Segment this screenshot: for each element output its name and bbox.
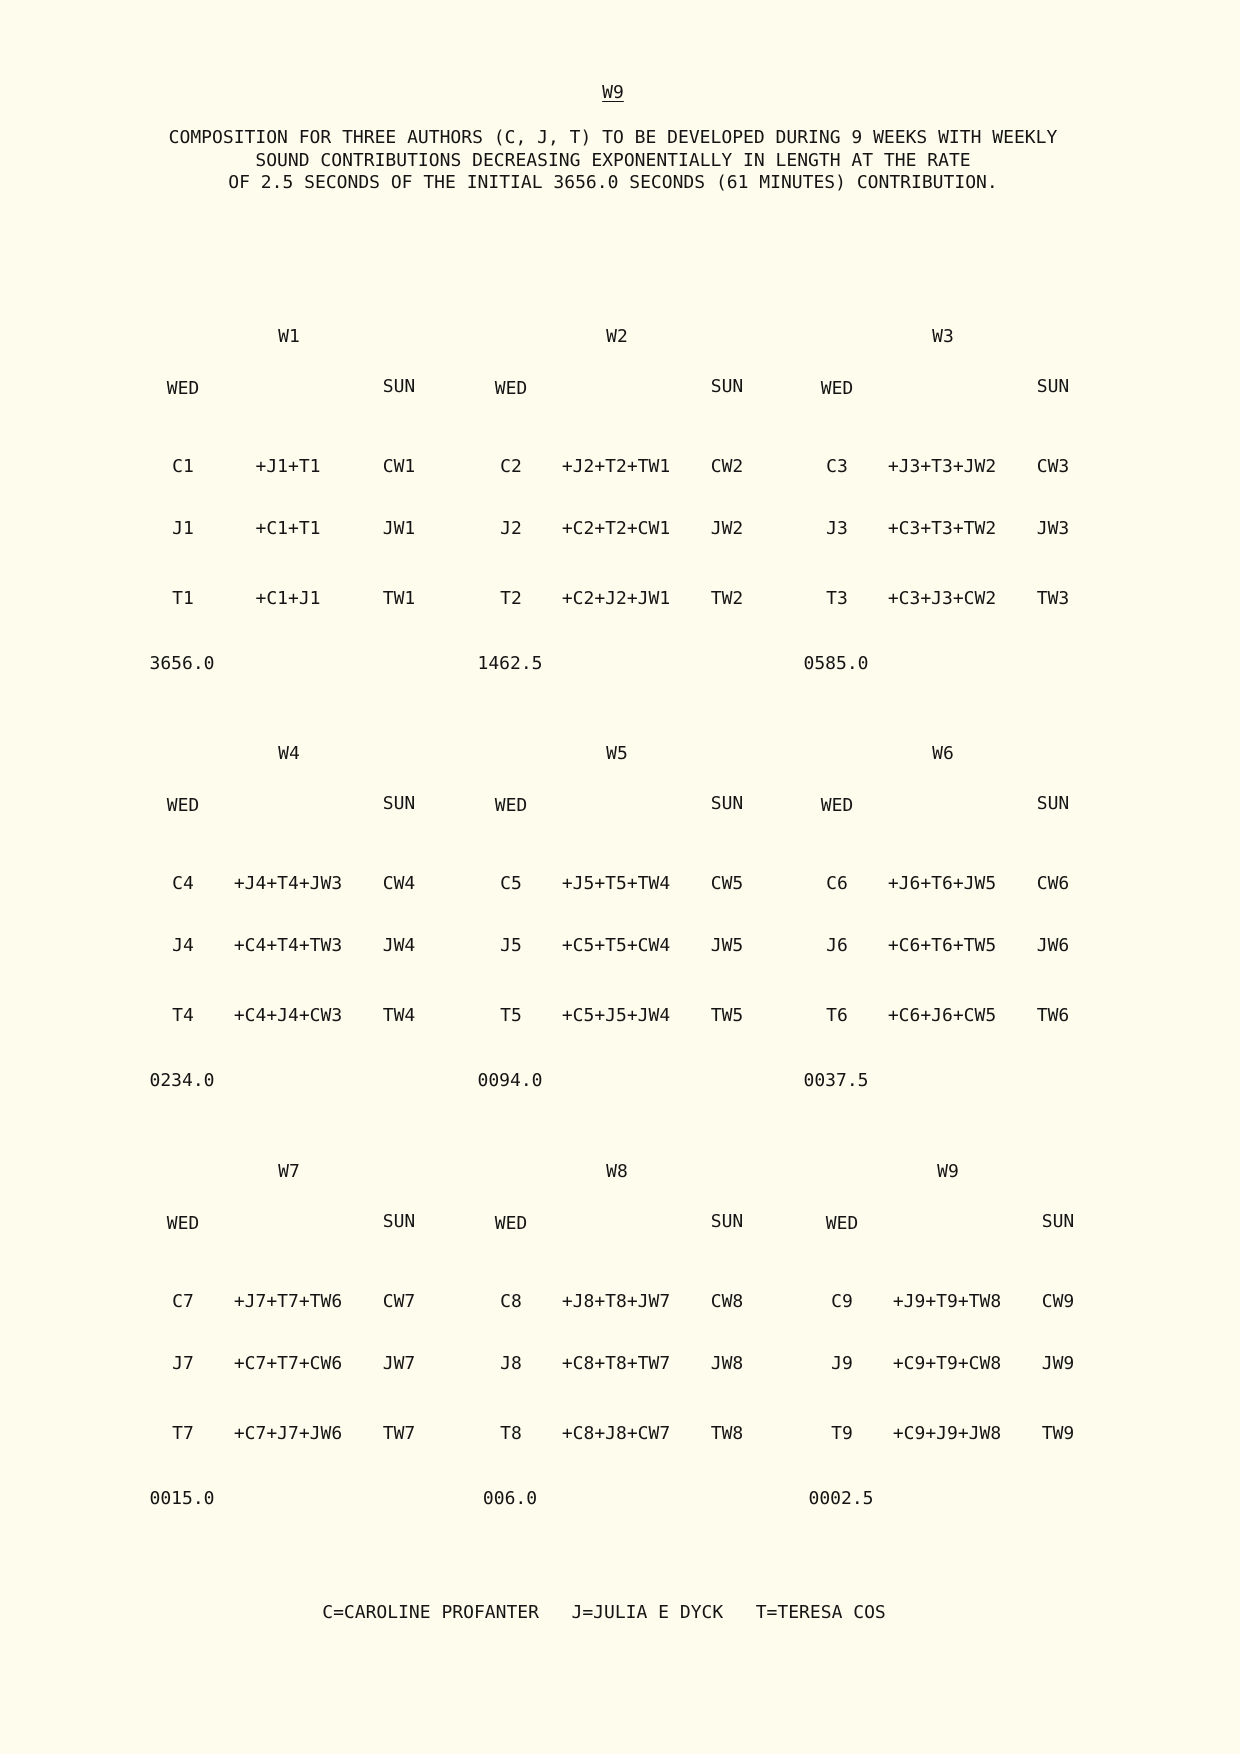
document-title: W9: [602, 82, 624, 103]
week-label: W2: [606, 326, 628, 347]
week-label: W8: [606, 1161, 628, 1182]
week-label: W7: [278, 1161, 300, 1182]
sun-label: SUN: [1036, 376, 1070, 397]
author-cell: T3: [826, 588, 848, 609]
sunday-cell: JW4: [382, 935, 416, 956]
week-block: [786, 743, 1086, 1123]
sunday-cell: JW3: [1036, 518, 1070, 539]
week-label: W1: [278, 326, 300, 347]
week-block: [460, 743, 760, 1123]
author-cell: J2: [500, 518, 522, 539]
week-label: W6: [932, 743, 954, 764]
author-cell: J8: [500, 1353, 522, 1374]
author-cell: T6: [826, 1005, 848, 1026]
wed-label: WED: [166, 795, 200, 816]
author-cell: T4: [172, 1005, 194, 1026]
sun-label: SUN: [382, 1211, 416, 1232]
wed-label: WED: [825, 1213, 859, 1234]
week-block: [786, 326, 1086, 706]
intro-line: OF 2.5 SECONDS OF THE INITIAL 3656.0 SECONDS (61 MINUTES) CONTRIBUTION.: [228, 172, 998, 193]
duration-value: 3656.0: [149, 653, 215, 674]
intro-line: COMPOSITION FOR THREE AUTHORS (C, J, T) TO BE DEVELOPED DURING 9 WEEKS WITH WEEKLY: [168, 127, 1058, 148]
duration-value: 0037.5: [803, 1070, 869, 1091]
wed-label: WED: [820, 795, 854, 816]
exchange-cell: +C7+J7+JW6: [233, 1423, 343, 1444]
author-cell: J9: [831, 1353, 853, 1374]
week-block: [132, 743, 432, 1123]
author-cell: J1: [172, 518, 194, 539]
sunday-cell: CW8: [710, 1291, 744, 1312]
sunday-cell: CW7: [382, 1291, 416, 1312]
exchange-cell: +C6+T6+TW5: [887, 935, 997, 956]
exchange-cell: +C3+T3+TW2: [887, 518, 997, 539]
exchange-cell: +C1+T1: [255, 518, 321, 539]
wed-label: WED: [494, 1213, 528, 1234]
exchange-cell: +C3+J3+CW2: [887, 588, 997, 609]
duration-value: 0002.5: [808, 1488, 874, 1509]
intro-line: SOUND CONTRIBUTIONS DECREASING EXPONENTIALLY IN LENGTH AT THE RATE: [255, 149, 971, 171]
duration-value: 0015.0: [149, 1488, 215, 1509]
exchange-cell: +C5+T5+CW4: [561, 935, 671, 956]
exchange-cell: +C7+T7+CW6: [233, 1353, 343, 1374]
sunday-cell: TW6: [1036, 1005, 1070, 1026]
exchange-cell: +J7+T7+TW6: [233, 1291, 343, 1312]
duration-value: 1462.5: [477, 653, 543, 674]
sunday-cell: TW9: [1041, 1423, 1075, 1444]
exchange-cell: +J1+T1: [255, 456, 321, 477]
sun-label: SUN: [382, 793, 416, 814]
author-cell: C6: [826, 873, 848, 894]
author-cell: T5: [500, 1005, 522, 1026]
author-cell: T8: [500, 1423, 522, 1444]
sun-label: SUN: [710, 793, 744, 814]
author-cell: J3: [826, 518, 848, 539]
sunday-cell: CW5: [710, 873, 744, 894]
sun-label: SUN: [710, 1211, 744, 1232]
author-cell: T2: [500, 588, 522, 609]
week-label: W9: [937, 1161, 959, 1182]
exchange-cell: +J2+T2+TW1: [561, 456, 671, 477]
wed-label: WED: [166, 1213, 200, 1234]
sun-label: SUN: [1041, 1211, 1075, 1232]
sun-label: SUN: [1036, 793, 1070, 814]
week-label: W3: [932, 326, 954, 347]
author-cell: C5: [500, 873, 522, 894]
exchange-cell: +C9+J9+JW8: [892, 1423, 1002, 1444]
sunday-cell: CW2: [710, 456, 744, 477]
exchange-cell: +C9+T9+CW8: [892, 1353, 1002, 1374]
exchange-cell: +J3+T3+JW2: [887, 456, 997, 477]
week-label: W5: [606, 743, 628, 764]
exchange-cell: +C8+T8+TW7: [561, 1353, 671, 1374]
author-cell: C4: [172, 873, 194, 894]
week-block: [791, 1161, 1091, 1541]
intro-text: [0, 127, 1226, 195]
exchange-cell: +J5+T5+TW4: [561, 873, 671, 894]
sunday-cell: CW3: [1036, 456, 1070, 477]
sun-label: SUN: [382, 376, 416, 397]
author-cell: C1: [172, 456, 194, 477]
duration-value: 0585.0: [803, 653, 869, 674]
wed-label: WED: [494, 378, 528, 399]
author-cell: C8: [500, 1291, 522, 1312]
author-cell: T7: [172, 1423, 194, 1444]
exchange-cell: +J9+T9+TW8: [892, 1291, 1002, 1312]
duration-value: 0234.0: [149, 1070, 215, 1091]
author-cell: J5: [500, 935, 522, 956]
sunday-cell: TW8: [710, 1423, 744, 1444]
sunday-cell: JW9: [1041, 1353, 1075, 1374]
sunday-cell: JW8: [710, 1353, 744, 1374]
exchange-cell: +C1+J1: [255, 588, 321, 609]
sunday-cell: CW4: [382, 873, 416, 894]
sunday-cell: TW4: [382, 1005, 416, 1026]
author-cell: C2: [500, 456, 522, 477]
author-cell: T1: [172, 588, 194, 609]
wed-label: WED: [820, 378, 854, 399]
sunday-cell: CW1: [382, 456, 416, 477]
wed-label: WED: [494, 795, 528, 816]
week-label: W4: [278, 743, 300, 764]
exchange-cell: +C4+J4+CW3: [233, 1005, 343, 1026]
sunday-cell: CW9: [1041, 1291, 1075, 1312]
sunday-cell: TW3: [1036, 588, 1070, 609]
author-cell: C9: [831, 1291, 853, 1312]
exchange-cell: +C6+J6+CW5: [887, 1005, 997, 1026]
exchange-cell: +C8+J8+CW7: [561, 1423, 671, 1444]
week-block: [460, 326, 760, 706]
sunday-cell: TW1: [382, 588, 416, 609]
duration-value: 006.0: [482, 1488, 538, 1509]
exchange-cell: +C4+T4+TW3: [233, 935, 343, 956]
wed-label: WED: [166, 378, 200, 399]
author-cell: J6: [826, 935, 848, 956]
sunday-cell: TW2: [710, 588, 744, 609]
author-cell: T9: [831, 1423, 853, 1444]
sun-label: SUN: [710, 376, 744, 397]
exchange-cell: +J6+T6+JW5: [887, 873, 997, 894]
author-cell: J4: [172, 935, 194, 956]
week-block: [460, 1161, 760, 1541]
sunday-cell: JW2: [710, 518, 744, 539]
week-block: [132, 1161, 432, 1541]
author-cell: C3: [826, 456, 848, 477]
author-cell: J7: [172, 1353, 194, 1374]
sunday-cell: TW7: [382, 1423, 416, 1444]
exchange-cell: +J8+T8+JW7: [561, 1291, 671, 1312]
exchange-cell: +C2+T2+CW1: [561, 518, 671, 539]
author-cell: C7: [172, 1291, 194, 1312]
exchange-cell: +J4+T4+JW3: [233, 873, 343, 894]
sunday-cell: TW5: [710, 1005, 744, 1026]
sunday-cell: JW6: [1036, 935, 1070, 956]
sunday-cell: CW6: [1036, 873, 1070, 894]
sunday-cell: JW1: [382, 518, 416, 539]
week-block: [132, 326, 432, 706]
sunday-cell: JW7: [382, 1353, 416, 1374]
exchange-cell: +C2+J2+JW1: [561, 588, 671, 609]
author-legend: C=CAROLINE PROFANTER J=JULIA E DYCK T=TERESA COS: [322, 1602, 886, 1623]
duration-value: 0094.0: [477, 1070, 543, 1091]
exchange-cell: +C5+J5+JW4: [561, 1005, 671, 1026]
sunday-cell: JW5: [710, 935, 744, 956]
